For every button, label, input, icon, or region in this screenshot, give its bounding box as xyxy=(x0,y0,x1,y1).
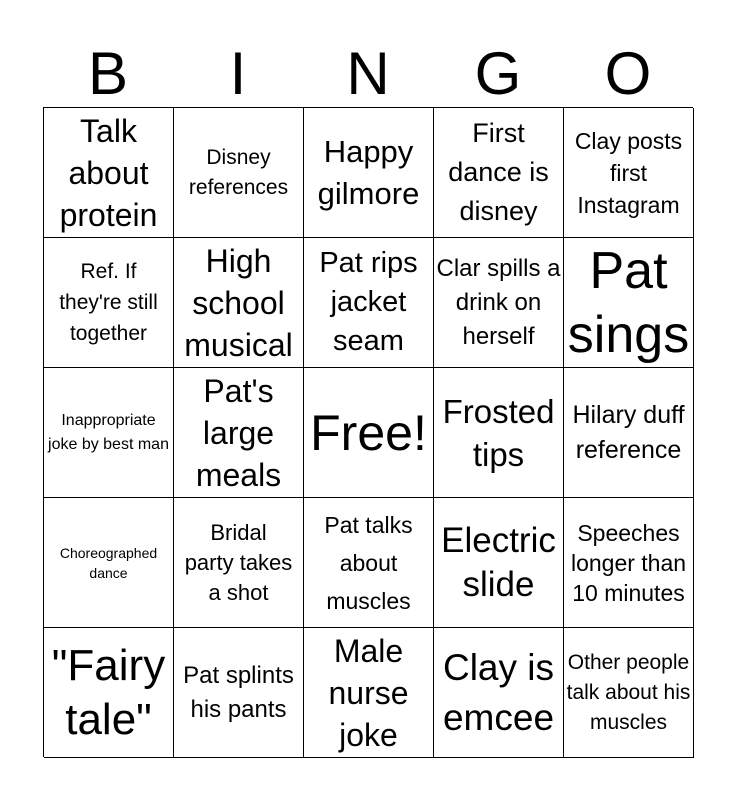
header-letter-o: O xyxy=(604,40,652,107)
cell-text: Choreographed dance xyxy=(59,544,158,581)
cell-text: Clay posts first Instagram xyxy=(574,127,683,218)
cell-text: Clay is emcee xyxy=(442,646,555,738)
bingo-cell[interactable] xyxy=(434,238,564,368)
cell-text: Bridal party takes a shot xyxy=(184,519,293,605)
bingo-cell[interactable] xyxy=(44,628,174,758)
cell-text: Inappropriate joke by best man xyxy=(48,411,169,453)
bingo-cell[interactable] xyxy=(174,108,304,238)
cell-text: Other people talk about his muscles xyxy=(566,650,691,734)
bingo-cell[interactable] xyxy=(304,238,434,368)
cell-text: Pat's large meals xyxy=(195,372,282,493)
cell-text: Electric slide xyxy=(441,520,556,604)
header-letter-b: B xyxy=(87,40,129,107)
cell-text: Male nurse joke xyxy=(328,632,409,753)
bingo-cell[interactable] xyxy=(434,498,564,628)
cell-text: First dance is disney xyxy=(448,118,549,226)
bingo-header xyxy=(43,40,693,108)
bingo-cell[interactable] xyxy=(434,368,564,498)
bingo-cell[interactable] xyxy=(564,368,694,498)
bingo-cell[interactable] xyxy=(304,108,434,238)
bingo-cell[interactable] xyxy=(564,238,694,368)
bingo-cell[interactable] xyxy=(564,498,694,628)
cell-text: "Fairy tale" xyxy=(51,640,166,744)
bingo-cell[interactable] xyxy=(44,238,174,368)
cell-text: Ref. If they're still together xyxy=(59,260,158,345)
bingo-cell[interactable] xyxy=(434,628,564,758)
cell-text: Clar spills a drink on herself xyxy=(436,254,561,350)
cell-text: Pat rips jacket seam xyxy=(319,247,418,357)
bingo-cell[interactable] xyxy=(564,628,694,758)
bingo-cell[interactable] xyxy=(174,628,304,758)
bingo-cell[interactable] xyxy=(434,108,564,238)
header-letter-n: N xyxy=(346,40,390,107)
cell-text: Talk about protein xyxy=(59,112,158,233)
cell-text: Happy gilmore xyxy=(317,133,420,211)
header-letter-g: G xyxy=(474,40,522,107)
cell-text: Pat splints his pants xyxy=(183,661,294,723)
bingo-cell[interactable] xyxy=(44,368,174,498)
cell-text: Frosted tips xyxy=(442,392,555,473)
bingo-cell[interactable] xyxy=(174,498,304,628)
bingo-cell[interactable] xyxy=(304,628,434,758)
cell-text: Pat sings xyxy=(567,241,690,364)
bingo-cell[interactable] xyxy=(44,498,174,628)
cell-text: Hilary duff reference xyxy=(572,400,685,464)
cell-text: Disney references xyxy=(188,145,289,199)
cell-text: High school musical xyxy=(184,242,293,363)
cell-text: Speeches longer than 10 minutes xyxy=(570,519,687,606)
bingo-cell[interactable] xyxy=(44,108,174,238)
bingo-cell[interactable] xyxy=(174,368,304,498)
bingo-cell[interactable] xyxy=(564,108,694,238)
cell-text: Pat talks about muscles xyxy=(324,511,413,614)
header-letter-i: I xyxy=(229,40,247,107)
bingo-cell[interactable] xyxy=(304,498,434,628)
free-space-text: Free! xyxy=(310,404,427,461)
bingo-cell[interactable] xyxy=(174,238,304,368)
bingo-cell free-space[interactable] xyxy=(304,368,434,498)
bingo-board xyxy=(43,107,693,757)
